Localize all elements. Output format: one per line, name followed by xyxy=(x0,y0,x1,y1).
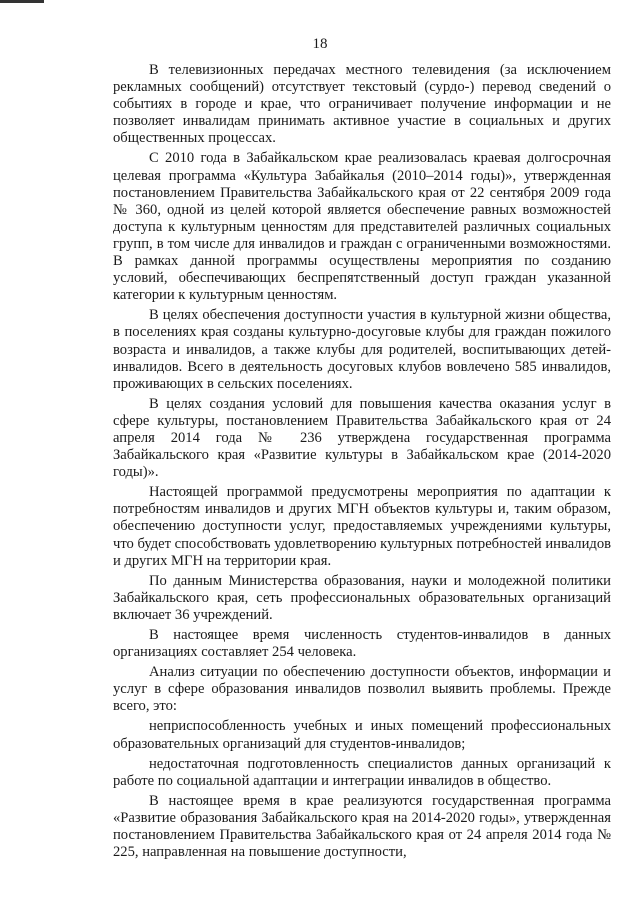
scan-edge-mark xyxy=(0,0,44,3)
document-body xyxy=(113,62,611,864)
paragraph-tv-sign-language: В телевизионных передачах местного телевидения (за исключением рекламных сообщений) отсутствует текстовый (сурдо-) перевод сведений о событиях в городе и крае, что ограничивает получение информации и не позволяет инвалидам принимать активное участие в социальных и других общественных процессах. xyxy=(113,62,611,147)
paragraph-problem-specialists: недостаточная подготовленность специалистов данных организаций к работе по социальной адаптации и интеграции инвалидов в общество. xyxy=(113,755,611,789)
paragraph-culture-program-2014: В целях создания условий для повышения качества оказания услуг в сфере культуры, постановлением Правительства Забайкальского края от 24 апреля 2014 года № 236 утверждена государственная программа Забайкальского края «Развитие культуры в Забайкальском крае (2014-2020 годы)». xyxy=(113,395,611,481)
paragraph-leisure-clubs: В целях обеспечения доступности участия в культурной жизни общества, в поселениях края созданы культурно-досуговые клубы для граждан пожилого возраста и инвалидов, а также клубы для родителей, воспитывающих детей-инвалидов. Всего в деятельность досуговых клубов вовлечено 585 инвалидов, проживающих в сельских поселениях. xyxy=(113,307,611,392)
paragraph-program-measures: Настоящей программой предусмотрены мероприятия по адаптации к потребностям инвалидов и других МГН объектов культуры и, таким образом, обеспечению доступности услуг, предоставляемых учреждениями культуры, что будет способствовать удовлетворению культурных потребностей инвалидов и других МГН на территории края. xyxy=(113,484,612,569)
paragraph-education-program: В настоящее время в крае реализуются государственная программа «Развитие образования Забайкальского края на 2014-2020 годы», утвержденная постановлением Правительства Забайкальского края от 24 апреля 2014 года № 225, направленная на повышение доступности, xyxy=(113,792,611,861)
paragraph-problem-premises: неприспособленность учебных и иных помещений профессиональных образовательных организаций для студентов-инвалидов; xyxy=(113,718,611,752)
page-number: 18 xyxy=(312,36,328,52)
paragraph-problems-intro: Анализ ситуации по обеспечению доступности объектов, информации и услуг в сфере образования инвалидов позволил выявить проблемы. Прежде всего, это: xyxy=(113,664,611,715)
paragraph-culture-program-2010: С 2010 года в Забайкальском крае реализовалась краевая долгосрочная целевая программа «Культура Забайкалья (2010–2014 годы)», утвержденная постановлением Правительства Забайкальского края от 22 сентября 2009 года № 360, одной из целей которой является обеспечение равных возможностей доступа к культурным ценностям для представителей различных социальных групп, в том числе для инвалидов и граждан с ограниченными возможностями. В рамках данной программы осуществлены мероприятия по созданию условий, обеспечивающих беспрепятственный доступ граждан указанной категории к культурным ценностям. xyxy=(113,150,611,304)
paragraph-education-network: По данным Министерства образования, науки и молодежной политики Забайкальского края, сеть профессиональных образовательных организаций включает 36 учреждений. xyxy=(113,572,611,623)
paragraph-students-count: В настоящее время численность студентов-инвалидов в данных организациях составляет 254 человека. xyxy=(113,627,611,661)
